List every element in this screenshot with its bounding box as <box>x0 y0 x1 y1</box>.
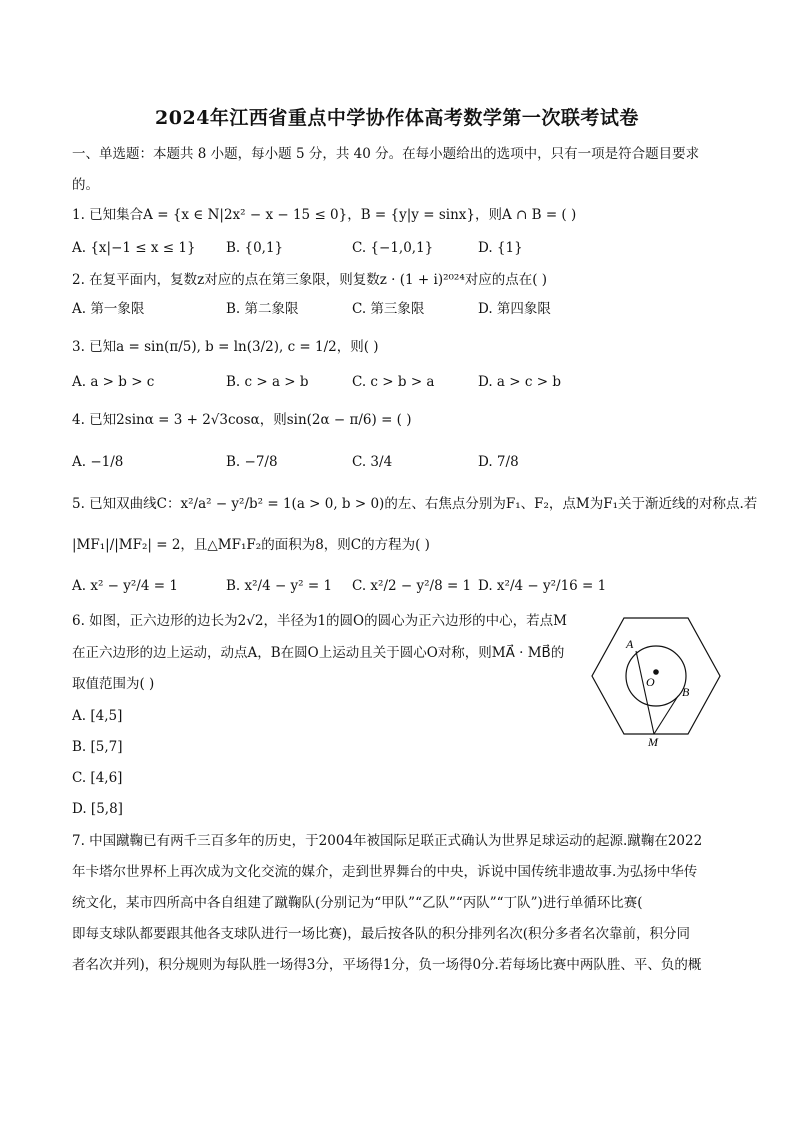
hexagon-circle-figure <box>586 610 726 750</box>
question-7-line-3: 统文化，某市四所高中各自组建了蹴鞠队(分别记为“甲队”“乙队”“丙队”“丁队”)进行单循环比赛( <box>72 895 643 911</box>
option-b: B. 第二象限 <box>226 301 299 317</box>
center-point <box>653 669 659 675</box>
option-d: D. 7/8 <box>478 454 519 470</box>
page-title: 2024年江西省重点中学协作体高考数学第一次联考试卷 <box>155 107 639 129</box>
question-7-line-1: 7. 中国蹴鞠已有两千三百多年的历史，于2004年被国际足联正式确认为世界足球运动的起源.蹴鞠在2022 <box>72 833 703 849</box>
option-d: D. 第四象限 <box>478 301 551 317</box>
option-c: C. x²/2 − y²/8 = 1 <box>352 578 472 594</box>
question-6-stem: 6. 如图，正六边形的边长为2√2，半径为1的圆O的圆心为正六边形的中心，若点M <box>72 613 567 629</box>
option-c: C. [4,6] <box>72 770 123 786</box>
option-c: C. 3/4 <box>352 454 393 470</box>
option-b: B. x²/4 − y² = 1 <box>226 578 333 594</box>
label-m: M <box>648 735 658 749</box>
question-2-options <box>72 298 732 320</box>
option-a: A. a > b > c <box>72 374 155 390</box>
option-b: B. c > a > b <box>226 374 309 390</box>
question-4-options <box>72 451 732 473</box>
question-1-options <box>72 237 732 259</box>
option-a: A. [4,5] <box>72 708 123 724</box>
question-5-stem: 5. 已知双曲线C：x²/a² − y²/b² = 1(a > 0, b > 0)的左、右焦点分别为F₁、F₂，点M为F₁关于渐近线的对称点.若 <box>72 496 758 512</box>
option-b: B. −7/8 <box>226 454 278 470</box>
label-a: A <box>626 637 634 651</box>
question-4-stem: 4. 已知2sinα = 3 + 2√3cosα，则sin(2α − π/6) = ( ) <box>72 412 412 428</box>
question-6-stem-cont2: 取值范围为( ) <box>72 676 155 692</box>
question-7-line-4: 即每支球队都要跟其他各支球队进行一场比赛)，最后按各队的积分排列名次(积分多者名次靠前，积分同 <box>72 926 691 942</box>
question-3-stem: 3. 已知a = sin(π/5), b = ln(3/2), c = 1/2，则( ) <box>72 339 379 355</box>
hexagon-shape <box>592 618 720 734</box>
option-d: D. a > c > b <box>478 374 561 390</box>
option-b: B. [5,7] <box>72 739 123 755</box>
question-6-stem-cont: 在正六边形的边上运动，动点A，B在圆O上运动且关于圆心O对称，则MA⃗ · MB⃗的 <box>72 645 565 661</box>
option-d: D. [5,8] <box>72 801 123 817</box>
segment-mb <box>654 696 678 734</box>
question-3-options <box>72 371 732 393</box>
option-a: A. −1/8 <box>72 454 124 470</box>
question-7-line-2: 年卡塔尔世界杯上再次成为文化交流的媒介，走到世界舞台的中央，诉说中国传统非遗故事.为弘扬中华传 <box>72 864 698 880</box>
option-a: A. {x|−1 ≤ x ≤ 1} <box>72 240 196 256</box>
question-2-stem: 2. 在复平面内，复数z对应的点在第三象限，则复数z · (1 + i)²⁰²⁴对应的点在( ) <box>72 272 548 288</box>
question-5-stem-cont: |MF₁|/|MF₂| = 2，且△MF₁F₂的面积为8，则C的方程为( ) <box>72 537 430 553</box>
section-heading-cont: 的。 <box>72 177 99 193</box>
section-heading: 一、单选题：本题共 8 小题，每小题 5 分，共 40 分。在每小题给出的选项中，只有一项是符合题目要求 <box>72 146 700 162</box>
question-5-options <box>72 575 732 597</box>
question-1-stem: 1. 已知集合A = {x ∈ N|2x² − x − 15 ≤ 0}，B = {y|y = sinx}，则A ∩ B = ( ) <box>72 207 577 223</box>
option-d: D. {1} <box>478 240 523 256</box>
option-c: C. 第三象限 <box>352 301 425 317</box>
segment-ma <box>636 651 654 734</box>
option-a: A. x² − y²/4 = 1 <box>72 578 178 594</box>
label-o: O <box>646 675 655 689</box>
option-b: B. {0,1} <box>226 240 284 256</box>
label-b: B <box>682 685 690 699</box>
option-d: D. x²/4 − y²/16 = 1 <box>478 578 607 594</box>
option-c: C. c > b > a <box>352 374 435 390</box>
option-a: A. 第一象限 <box>72 301 145 317</box>
question-7-line-5: 者名次并列)，积分规则为每队胜一场得3分，平场得1分，负一场得0分.若每场比赛中两队胜、平、负的概 <box>72 957 702 973</box>
option-c: C. {−1,0,1} <box>352 240 434 256</box>
